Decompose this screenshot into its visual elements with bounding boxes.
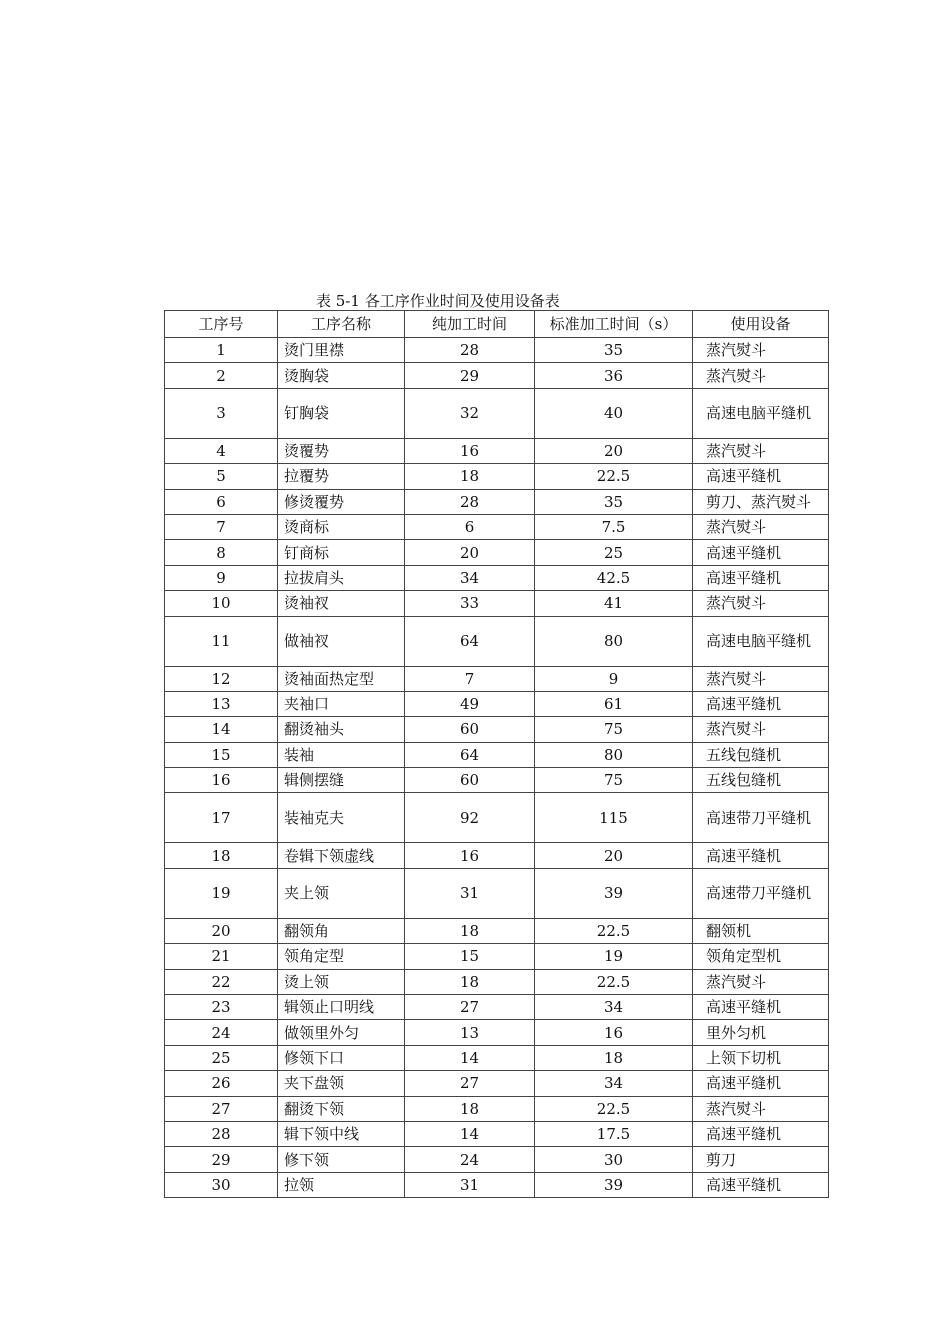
standard-time-cell: 16: [535, 1020, 693, 1045]
equipment-cell: 高速平缝机: [693, 540, 829, 565]
table-row: [165, 1147, 829, 1172]
process-no-cell: 6: [165, 489, 278, 514]
equipment-cell: 蒸汽熨斗: [693, 969, 829, 994]
table-row: [165, 514, 829, 539]
process-no-cell: 26: [165, 1071, 278, 1096]
process-name-cell: 领角定型: [278, 944, 405, 969]
equipment-cell: 高速平缝机: [693, 995, 829, 1020]
standard-time-cell: 22.5: [535, 969, 693, 994]
table-row: [165, 918, 829, 943]
process-no-cell: 11: [165, 616, 278, 666]
standard-time-cell: 61: [535, 691, 693, 716]
process-no-cell: 13: [165, 691, 278, 716]
net-time-cell: 13: [405, 1020, 535, 1045]
standard-time-cell: 41: [535, 591, 693, 616]
net-time-cell: 18: [405, 1096, 535, 1121]
standard-time-cell: 75: [535, 717, 693, 742]
table-row: [165, 565, 829, 590]
process-name-cell: 烫商标: [278, 514, 405, 539]
net-time-cell: 64: [405, 616, 535, 666]
table-row: [165, 666, 829, 691]
process-no-cell: 20: [165, 918, 278, 943]
net-time-cell: 34: [405, 565, 535, 590]
table-row: [165, 1020, 829, 1045]
standard-time-cell: 39: [535, 1172, 693, 1197]
standard-time-cell: 115: [535, 793, 693, 843]
process-name-cell: 做领里外匀: [278, 1020, 405, 1045]
equipment-cell: 高速带刀平缝机: [693, 793, 829, 843]
equipment-cell: 蒸汽熨斗: [693, 438, 829, 463]
process-no-cell: 21: [165, 944, 278, 969]
process-no-cell: 30: [165, 1172, 278, 1197]
net-time-cell: 31: [405, 1172, 535, 1197]
process-name-cell: 烫覆势: [278, 438, 405, 463]
equipment-cell: 里外匀机: [693, 1020, 829, 1045]
net-time-cell: 15: [405, 944, 535, 969]
process-no-cell: 28: [165, 1121, 278, 1146]
standard-time-cell: 34: [535, 1071, 693, 1096]
equipment-cell: 蒸汽熨斗: [693, 717, 829, 742]
net-time-cell: 29: [405, 363, 535, 388]
process-no-cell: 22: [165, 969, 278, 994]
net-time-cell: 49: [405, 691, 535, 716]
process-no-cell: 19: [165, 868, 278, 918]
net-time-cell: 24: [405, 1147, 535, 1172]
process-no-cell: 3: [165, 388, 278, 438]
process-no-cell: 15: [165, 742, 278, 767]
table-row: [165, 1172, 829, 1197]
net-time-cell: 16: [405, 843, 535, 868]
process-name-cell: 装袖: [278, 742, 405, 767]
standard-time-cell: 17.5: [535, 1121, 693, 1146]
process-no-cell: 1: [165, 338, 278, 363]
table-caption: 表 5-1 各工序作业时间及使用设备表: [316, 292, 560, 310]
equipment-cell: 高速电脑平缝机: [693, 388, 829, 438]
standard-time-cell: 39: [535, 868, 693, 918]
net-time-cell: 28: [405, 338, 535, 363]
equipment-cell: 高速平缝机: [693, 464, 829, 489]
equipment-cell: 五线包缝机: [693, 742, 829, 767]
standard-time-cell: 7.5: [535, 514, 693, 539]
net-time-cell: 18: [405, 918, 535, 943]
table-row: [165, 338, 829, 363]
net-time-cell: 6: [405, 514, 535, 539]
process-no-cell: 24: [165, 1020, 278, 1045]
net-time-cell: 27: [405, 995, 535, 1020]
process-no-cell: 29: [165, 1147, 278, 1172]
equipment-cell: 蒸汽熨斗: [693, 1096, 829, 1121]
standard-time-cell: 20: [535, 843, 693, 868]
table-row: [165, 691, 829, 716]
standard-time-cell: 36: [535, 363, 693, 388]
table-row: [165, 768, 829, 793]
standard-time-cell: 22.5: [535, 464, 693, 489]
process-no-cell: 5: [165, 464, 278, 489]
process-name-cell: 翻领角: [278, 918, 405, 943]
equipment-cell: 蒸汽熨斗: [693, 338, 829, 363]
net-time-cell: 18: [405, 464, 535, 489]
process-name-cell: 修烫覆势: [278, 489, 405, 514]
net-time-cell: 20: [405, 540, 535, 565]
process-no-cell: 9: [165, 565, 278, 590]
net-time-cell: 33: [405, 591, 535, 616]
net-time-cell: 16: [405, 438, 535, 463]
process-name-cell: 拉覆势: [278, 464, 405, 489]
standard-time-cell: 22.5: [535, 918, 693, 943]
table-row: [165, 868, 829, 918]
process-name-cell: 钉胸袋: [278, 388, 405, 438]
table-row: [165, 1096, 829, 1121]
process-name-cell: 翻烫下领: [278, 1096, 405, 1121]
net-time-cell: 28: [405, 489, 535, 514]
equipment-cell: 高速平缝机: [693, 1172, 829, 1197]
table-row: [165, 1045, 829, 1070]
process-name-cell: 卷辑下领虚线: [278, 843, 405, 868]
table-row: [165, 995, 829, 1020]
standard-time-cell: 18: [535, 1045, 693, 1070]
equipment-cell: 蒸汽熨斗: [693, 363, 829, 388]
table-row: [165, 464, 829, 489]
equipment-cell: 五线包缝机: [693, 768, 829, 793]
net-time-cell: 60: [405, 717, 535, 742]
table-row: [165, 363, 829, 388]
table-row: [165, 591, 829, 616]
net-time-cell: 64: [405, 742, 535, 767]
process-no-cell: 14: [165, 717, 278, 742]
equipment-cell: 高速平缝机: [693, 1071, 829, 1096]
equipment-cell: 上领下切机: [693, 1045, 829, 1070]
process-name-cell: 钉商标: [278, 540, 405, 565]
process-name-cell: 拉拔肩头: [278, 565, 405, 590]
process-no-cell: 25: [165, 1045, 278, 1070]
table-row: [165, 438, 829, 463]
net-time-cell: 60: [405, 768, 535, 793]
process-name-cell: 做袖衩: [278, 616, 405, 666]
process-name-cell: 拉领: [278, 1172, 405, 1197]
equipment-cell: 领角定型机: [693, 944, 829, 969]
equipment-cell: 翻领机: [693, 918, 829, 943]
net-time-cell: 32: [405, 388, 535, 438]
equipment-cell: 剪刀、蒸汽熨斗: [693, 489, 829, 514]
process-no-cell: 18: [165, 843, 278, 868]
process-no-cell: 4: [165, 438, 278, 463]
net-time-cell: 92: [405, 793, 535, 843]
process-name-cell: 辑下领中线: [278, 1121, 405, 1146]
process-name-cell: 夹下盘领: [278, 1071, 405, 1096]
standard-time-cell: 20: [535, 438, 693, 463]
process-no-cell: 16: [165, 768, 278, 793]
process-name-cell: 修领下口: [278, 1045, 405, 1070]
net-time-cell: 27: [405, 1071, 535, 1096]
equipment-cell: 蒸汽熨斗: [693, 591, 829, 616]
table-row: [165, 1121, 829, 1146]
standard-time-cell: 80: [535, 742, 693, 767]
process-no-cell: 2: [165, 363, 278, 388]
process-name-cell: 夹上领: [278, 868, 405, 918]
net-time-cell: 14: [405, 1121, 535, 1146]
process-no-cell: 17: [165, 793, 278, 843]
process-name-cell: 辑侧摆缝: [278, 768, 405, 793]
header-equipment: 使用设备: [693, 311, 829, 338]
process-no-cell: 12: [165, 666, 278, 691]
net-time-cell: 31: [405, 868, 535, 918]
equipment-cell: 高速带刀平缝机: [693, 868, 829, 918]
table-row: [165, 489, 829, 514]
standard-time-cell: 80: [535, 616, 693, 666]
process-name-cell: 烫上领: [278, 969, 405, 994]
process-name-cell: 修下领: [278, 1147, 405, 1172]
header-standard-time: 标准加工时间（s）: [535, 311, 693, 338]
header-net-time: 纯加工时间: [405, 311, 535, 338]
equipment-cell: 高速平缝机: [693, 843, 829, 868]
standard-time-cell: 34: [535, 995, 693, 1020]
equipment-cell: 高速平缝机: [693, 565, 829, 590]
table-row: [165, 616, 829, 666]
process-name-cell: 装袖克夫: [278, 793, 405, 843]
process-no-cell: 7: [165, 514, 278, 539]
equipment-cell: 高速平缝机: [693, 1121, 829, 1146]
standard-time-cell: 19: [535, 944, 693, 969]
standard-time-cell: 25: [535, 540, 693, 565]
table-row: [165, 540, 829, 565]
process-name-cell: 辑领止口明线: [278, 995, 405, 1020]
table-row: [165, 717, 829, 742]
process-name-cell: 烫袖衩: [278, 591, 405, 616]
table-row: [165, 793, 829, 843]
equipment-cell: 高速平缝机: [693, 691, 829, 716]
equipment-cell: 蒸汽熨斗: [693, 514, 829, 539]
header-process-no: 工序号: [165, 311, 278, 338]
process-no-cell: 27: [165, 1096, 278, 1121]
table-header-row: [165, 311, 829, 338]
process-no-cell: 10: [165, 591, 278, 616]
standard-time-cell: 40: [535, 388, 693, 438]
standard-time-cell: 9: [535, 666, 693, 691]
net-time-cell: 14: [405, 1045, 535, 1070]
net-time-cell: 18: [405, 969, 535, 994]
process-name-cell: 翻烫袖头: [278, 717, 405, 742]
equipment-cell: 剪刀: [693, 1147, 829, 1172]
equipment-cell: 高速电脑平缝机: [693, 616, 829, 666]
table-row: [165, 742, 829, 767]
table-row: [165, 388, 829, 438]
process-name-cell: 夹袖口: [278, 691, 405, 716]
equipment-cell: 蒸汽熨斗: [693, 666, 829, 691]
table-row: [165, 843, 829, 868]
standard-time-cell: 30: [535, 1147, 693, 1172]
header-process-name: 工序名称: [278, 311, 405, 338]
process-time-table: [164, 310, 829, 1198]
net-time-cell: 7: [405, 666, 535, 691]
table-row: [165, 969, 829, 994]
standard-time-cell: 22.5: [535, 1096, 693, 1121]
standard-time-cell: 75: [535, 768, 693, 793]
table-row: [165, 1071, 829, 1096]
process-name-cell: 烫胸袋: [278, 363, 405, 388]
table-row: [165, 944, 829, 969]
process-name-cell: 烫门里襟: [278, 338, 405, 363]
process-name-cell: 烫袖面热定型: [278, 666, 405, 691]
process-no-cell: 23: [165, 995, 278, 1020]
standard-time-cell: 42.5: [535, 565, 693, 590]
process-no-cell: 8: [165, 540, 278, 565]
standard-time-cell: 35: [535, 489, 693, 514]
standard-time-cell: 35: [535, 338, 693, 363]
